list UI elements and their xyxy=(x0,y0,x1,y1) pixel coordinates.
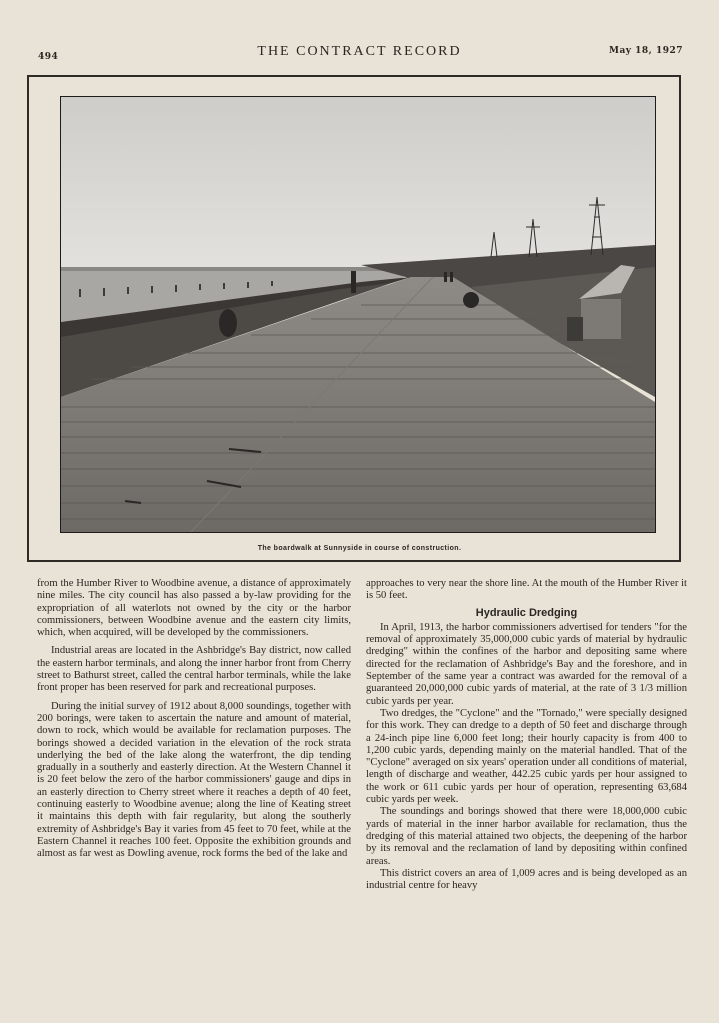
publication-title: THE CONTRACT RECORD xyxy=(257,44,462,59)
paragraph: In April, 1913, the harbor commissioners advertised for tenders "for the removal of approximately 35,000,000 cubic yards of material by hydraulic dredging" within the confines of the harbor and depositing same where directed for the reclamation of Ashbridge's Bay and the foreshore, and in September of the same year a contract was awarded for the removal of a guaranteed 20,000,000 cubic yards of material, at the rate of 3 1/3 million cubic yards per year. xyxy=(366,621,687,707)
page-number: 494 xyxy=(38,52,59,62)
paragraph: Industrial areas are located in the Ashbridge's Bay district, now called the eastern harbor terminals, and along the inner harbor front from Cherry street to Bathurst street, called the central harbor terminals, while the lake front proper has been reserved for park and recreational purposes. xyxy=(37,645,351,694)
issue-date: May 18, 1927 xyxy=(609,46,683,56)
boardwalk-photo xyxy=(60,96,656,533)
left-column xyxy=(37,578,351,861)
paragraph: The soundings and borings showed that there were 18,000,000 cubic yards of material in the inner harbor available for reclamation, thus the dredging of this material attained two objects, the deepening of the harbor by its removal and the reclamation of land by depositing within confined areas. xyxy=(366,806,687,867)
paragraph: Two dredges, the "Cyclone" and the "Tornado," were specially designed for this work. They can dredge to a depth of 50 feet and discharge through a 24-inch pipe line 6,000 feet long; their hourly capacity is from 400 to 1,200 cubic yards, depending mainly on the material handled. That of the "Cyclone" averaged on six years' operation under all conditions of material, length of discharge and weather, 442.25 cubic yards per hour assigned to the work or 611 cubic yards per hour of operation, representing 63,684 cubic yards per week. xyxy=(366,707,687,806)
paragraph: approaches to very near the shore line. At the mouth of the Humber River it is 50 feet. xyxy=(366,578,687,602)
right-column xyxy=(366,578,687,892)
figure-caption: The boardwalk at Sunnyside in course of construction. xyxy=(257,545,462,552)
paragraph: This district covers an area of 1,009 acres and is being developed as an industrial centre for heavy xyxy=(366,867,687,892)
paragraph: from the Humber River to Woodbine avenue, a distance of approximately nine miles. The city council has also passed a by-law providing for the expropriation of all waterlots not owned by the city or the harbor commissioners, between Woodbine avenue and the eastern city limits, which, when acquired, will be developed by the commissioners. xyxy=(37,578,351,639)
section-heading: Hydraulic Dredging xyxy=(475,606,578,619)
paragraph: During the initial survey of 1912 about 8,000 soundings, together with 200 borings, were taken to ascertain the nature and amount of material, down to rock, which would be available for reclamation purposes. The borings showed a decided variation in the elevation of the rock strata underlying the bed of the lake along the waterfront, the dip tending gradually in a southerly and easterly direction. At the Western Channel it is 20 feet below the zero of the harbor commissioners' gauge and dips in an easterly direction to Cherry street where it reaches a depth of 40 feet, continuing easterly to Woodbine avenue; along the line of Keating street it maintains this depth with fair regularity, but along the southerly extremity of Ashbridge's Bay it varies from 45 feet to 70 feet, while at the Eastern Channel it reaches 100 feet. Opposite the exhibition grounds and almost as far west as Dowling avenue, rock forms the bed of the lake and xyxy=(37,700,351,860)
